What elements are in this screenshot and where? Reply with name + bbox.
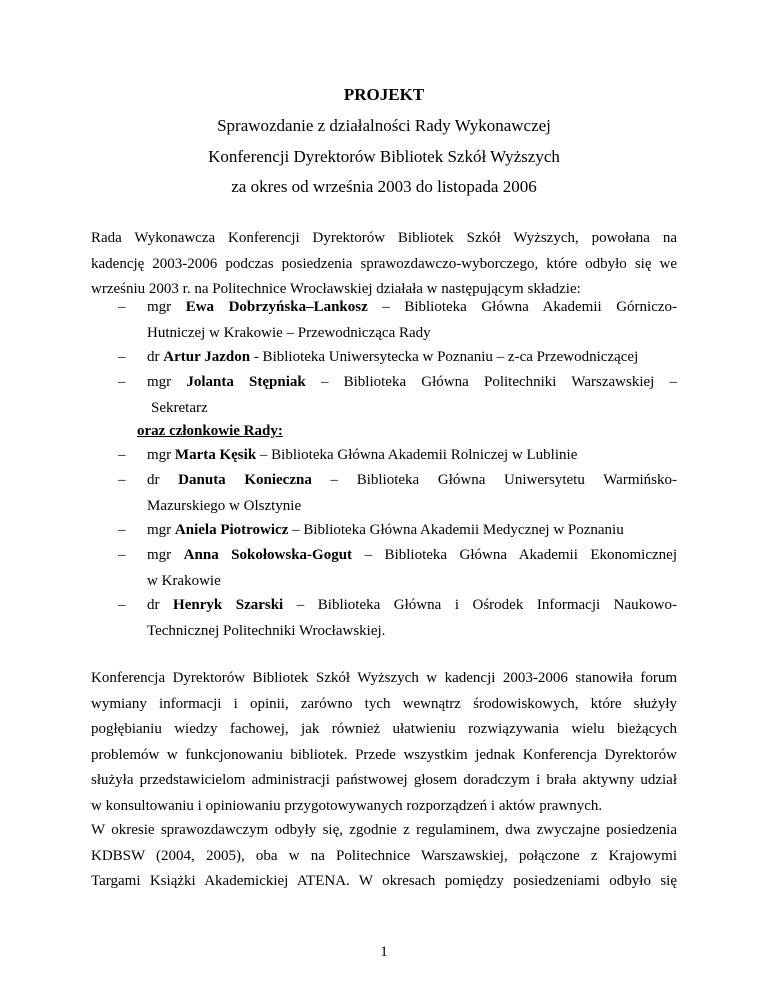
member-affiliation: – Biblioteka Główna Uniwersytetu Warmińsko- (330, 472, 678, 488)
member-line (147, 295, 677, 321)
member-name: Marta Kęsik (174, 447, 257, 463)
members-heading-colon: : (277, 423, 283, 439)
member-line (147, 443, 677, 469)
paragraph-line: wymiany informacji i opinii, zarówno tych wewnątrz środowiskowych, które służyły (91, 695, 677, 712)
member-affiliation: – Biblioteka Główna Akademii Medycznej w Poznaniu (288, 522, 624, 538)
member-line (147, 370, 677, 396)
member-name: Anna Sokołowska-Gogut (183, 547, 353, 563)
paragraph-line: służyła przedstawicielom administracji państwowej głosem doradczym i brała aktywny udział (91, 772, 677, 788)
member-name: Danuta Konieczna (178, 472, 312, 488)
paragraph-line: problemów w funkcjonowaniu bibliotek. Przede wszystkim jednak Konferencja Dyrektorów (91, 746, 677, 763)
dash-bullet: – (118, 597, 126, 613)
member-affiliation-cont: w Krakowie (147, 572, 221, 589)
paragraph-line: w konsultowaniu i opiniowaniu przygotowywanych rozporządzeń i aktów prawnych. (91, 797, 603, 814)
dash-bullet: – (118, 374, 126, 390)
member-name: Artur Jazdon (163, 349, 251, 365)
member-line (147, 345, 677, 371)
member-affiliation-cont: Mazurskiego w Olsztynie (147, 497, 302, 514)
intro-line-3: wrześniu 2003 r. na Politechnice Wrocławskiej działała w następującym składzie: (91, 281, 581, 297)
dash-bullet: – (118, 522, 126, 538)
members-heading (137, 421, 283, 441)
members-heading-text: oraz członkowie Rady (137, 423, 278, 439)
member-title: mgr (147, 547, 172, 563)
report-title-line-1: Sprawozdanie z działalności Rady Wykonawczej (217, 116, 551, 135)
body-paragraph-3 (91, 818, 677, 895)
dash-bullet: – (118, 349, 126, 365)
paragraph-line: KDBSW (2004, 2005), oba w na Politechnice Warszawskiej, połączone z Krajowymi (91, 847, 677, 864)
member-affiliation: – Biblioteka Główna Akademii Ekonomicznej (364, 547, 677, 563)
member-title: mgr (147, 374, 172, 390)
member-line (147, 468, 677, 494)
member-affiliation: – Biblioteka Główna i Ośrodek Informacji Naukowo- (296, 597, 678, 613)
member-line (147, 518, 677, 544)
paragraph-line: W okresie sprawozdawczym odbyły się, zgodnie z regulaminem, dwa zwyczajne posiedzenia (91, 822, 677, 838)
report-title-line-2: Konferencji Dyrektorów Bibliotek Szkół Wyższych (208, 147, 560, 166)
member-name: Ewa Dobrzyńska–Lankosz (185, 299, 368, 315)
intro-line-1: Rada Wykonawcza Konferencji Dyrektorów Bibliotek Szkół Wyższych, powołana na (91, 230, 677, 246)
member-affiliation: – Biblioteka Główna Akademii Górniczo- (382, 299, 678, 315)
member-name: Aniela Piotrowicz (174, 522, 289, 538)
paragraph-line: Konferencja Dyrektorów Bibliotek Szkół Wyższych w kadencji 2003-2006 stanowiła forum (91, 670, 677, 686)
page-number: 1 (380, 944, 388, 960)
member-title: mgr (147, 522, 172, 538)
body-paragraph-2 (91, 666, 677, 819)
member-title: dr (147, 597, 160, 613)
member-affiliation-cont: Sekretarz (151, 399, 208, 416)
member-affiliation: - Biblioteka Uniwersytecka w Poznaniu – z-ca Przewodniczącej (253, 349, 639, 365)
member-affiliation: – Biblioteka Główna Politechniki Warszawskiej – (320, 374, 677, 390)
intro-line-2: kadencję 2003-2006 podczas posiedzenia sprawozdawczo-wyborczego, które odbyło się we (91, 255, 677, 272)
dash-bullet: – (118, 447, 126, 463)
member-title: mgr (147, 447, 172, 463)
paragraph-line: Targami Książki Akademickiej ATENA. W okresach pomiędzy posiedzeniami odbyło się (91, 873, 677, 889)
dash-bullet: – (118, 472, 126, 488)
dash-bullet: – (118, 547, 126, 563)
member-line (147, 593, 677, 619)
paragraph-line: pogłębianiu wiedzy fachowej, jak również ułatwieniu rozwiązywania wielu bieżących (91, 721, 677, 737)
member-line (147, 543, 677, 569)
report-title-line-3: za okres od września 2003 do listopada 2006 (231, 177, 537, 196)
dash-bullet: – (118, 299, 126, 315)
member-title: mgr (147, 299, 172, 315)
member-title: dr (147, 349, 160, 365)
member-name: Henryk Szarski (173, 597, 284, 613)
member-affiliation: – Biblioteka Główna Akademii Rolniczej w Lublinie (259, 447, 578, 463)
member-affiliation-cont: Technicznej Politechniki Wrocławskiej. (147, 622, 386, 639)
intro-paragraph (91, 226, 677, 303)
member-title: dr (147, 472, 160, 488)
member-name: Jolanta Stępniak (186, 374, 306, 390)
member-affiliation-cont: Hutniczej w Krakowie – Przewodnicząca Rady (147, 324, 431, 341)
project-label: PROJEKT (343, 85, 425, 104)
